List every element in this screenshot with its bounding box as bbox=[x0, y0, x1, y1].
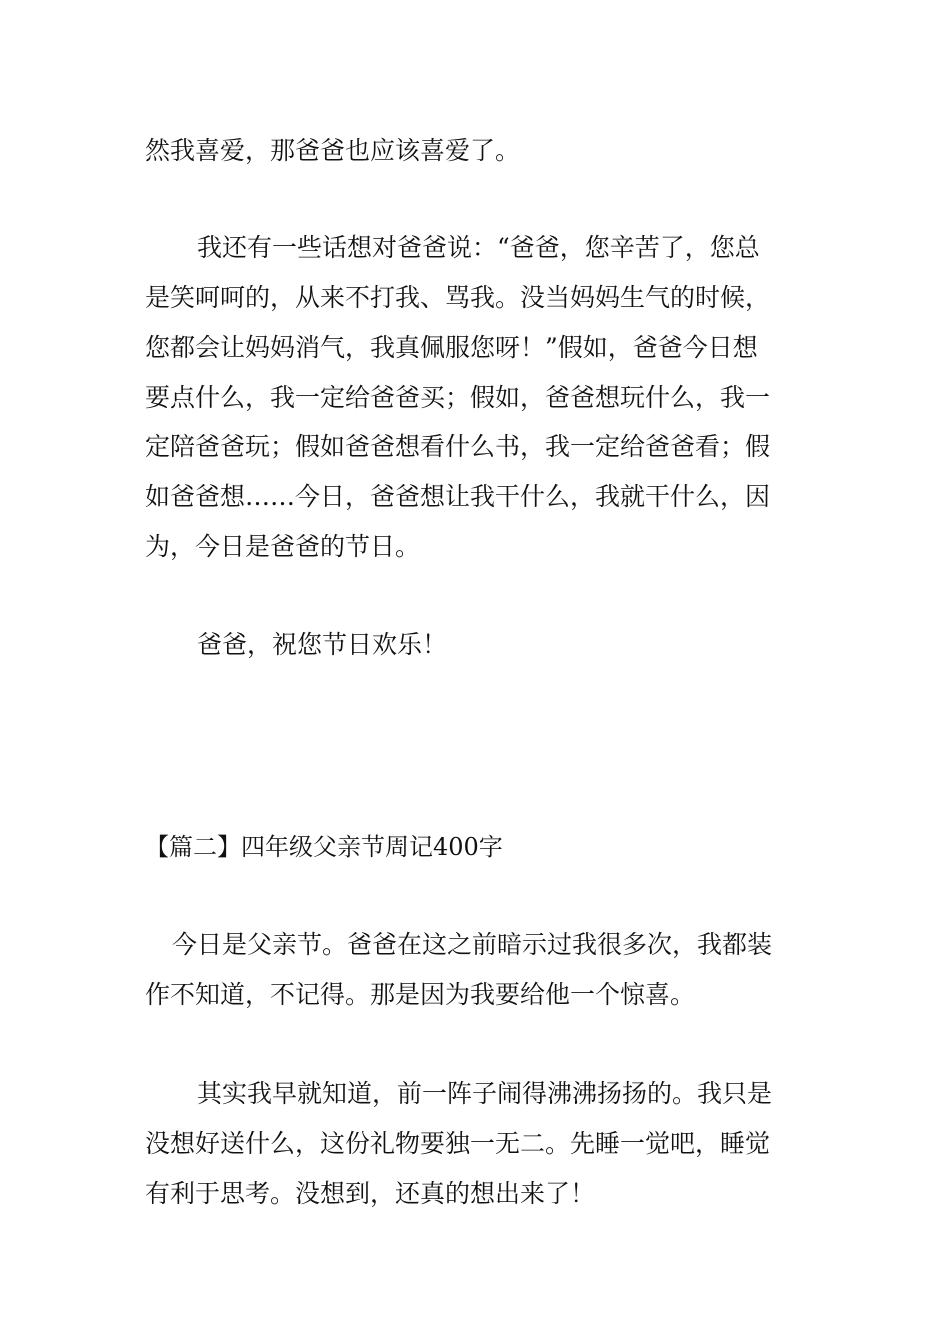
paragraph-line: 我还有一些话想对爸爸说：“爸爸，您辛苦了，您总 bbox=[197, 233, 760, 262]
paragraph-line: 其实我早就知道，前一阵子闹得沸沸扬扬的。我只是 bbox=[197, 1079, 773, 1108]
paragraph-line: 如爸爸想……今日，爸爸想让我干什么，我就干什么，因 bbox=[145, 482, 771, 511]
section-heading: 【篇二】四年级父亲节周记400字 bbox=[145, 833, 503, 861]
paragraph-line: 没想好送什么，这份礼物要独一无二。先睡一觉吧，睡觉 bbox=[145, 1129, 771, 1158]
paragraph-line: 今日是父亲节。爸爸在这之前暗示过我很多次，我都装 bbox=[172, 930, 773, 959]
paragraph-line: 您都会让妈妈消气，我真佩服您呀！”假如，爸爸今日想 bbox=[145, 333, 758, 362]
paragraph-line: 是笑呵呵的，从来不打我、骂我。没当妈妈生气的时候， bbox=[145, 283, 771, 312]
paragraph-line: 有利于思考。没想到，还真的想出来了！ bbox=[145, 1179, 596, 1208]
paragraph-line: 然我喜爱，那爸爸也应该喜爱了。 bbox=[145, 136, 521, 165]
paragraph-line: 定陪爸爸玩；假如爸爸想看什么书，我一定给爸爸看；假 bbox=[145, 432, 771, 461]
paragraph-line: 爸爸，祝您节日欢乐！ bbox=[197, 630, 448, 659]
paragraph-line: 作不知道，不记得。那是因为我要给他一个惊喜。 bbox=[145, 980, 696, 1009]
paragraph-line: 要点什么，我一定给爸爸买；假如，爸爸想玩什么，我一 bbox=[145, 383, 771, 412]
paragraph-line: 为，今日是爸爸的节日。 bbox=[145, 532, 421, 561]
